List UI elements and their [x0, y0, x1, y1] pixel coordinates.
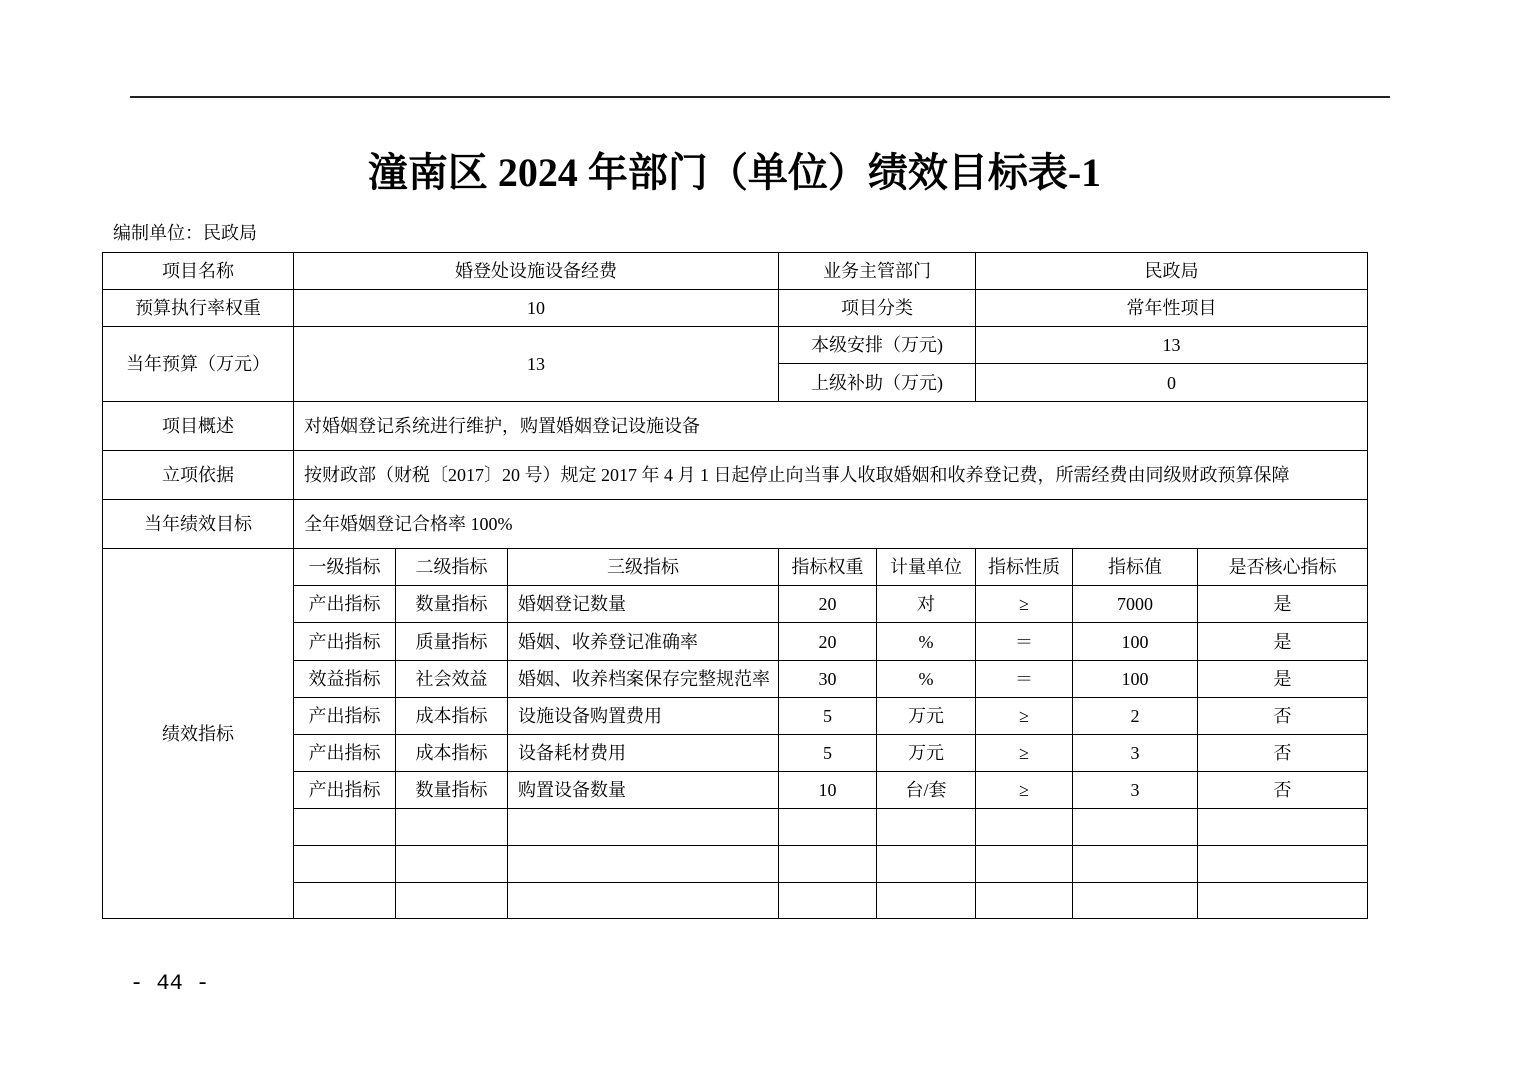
indicator-weight: 30: [779, 661, 877, 698]
indicator-value: 100: [1073, 623, 1198, 661]
indicator-value: 2: [1073, 698, 1198, 735]
header-nature: 指标性质: [976, 549, 1073, 586]
header-rule: [130, 96, 1390, 98]
empty-cell: [877, 809, 976, 846]
basis-label: 立项依据: [103, 451, 294, 500]
category-value: 常年性项目: [976, 290, 1368, 327]
indicator-level3: 婚姻登记数量: [508, 586, 779, 623]
indicator-core: 否: [1198, 772, 1368, 809]
indicator-unit: %: [877, 623, 976, 661]
indicator-nature: ≥: [976, 735, 1073, 772]
execution-weight-value: 10: [294, 290, 779, 327]
indicator-level2: 成本指标: [396, 698, 508, 735]
header-level3: 三级指标: [508, 549, 779, 586]
indicator-nature: ＝: [976, 623, 1073, 661]
indicator-level3: 设施设备购置费用: [508, 698, 779, 735]
superior-subsidy-label: 上级补助（万元): [779, 364, 976, 402]
indicator-value: 3: [1073, 772, 1198, 809]
indicator-core: 是: [1198, 586, 1368, 623]
indicator-unit: 对: [877, 586, 976, 623]
project-name-row: [103, 253, 1368, 290]
empty-cell: [779, 809, 877, 846]
indicator-unit: 台/套: [877, 772, 976, 809]
indicator-value: 100: [1073, 661, 1198, 698]
indicator-unit: 万元: [877, 735, 976, 772]
weight-row: [103, 290, 1368, 327]
page-title: 潼南区 2024 年部门（单位）绩效目标表-1: [367, 150, 1102, 195]
empty-cell: [294, 883, 396, 919]
empty-cell: [877, 883, 976, 919]
indicator-nature: ≥: [976, 772, 1073, 809]
indicator-core: 否: [1198, 735, 1368, 772]
indicator-unit: 万元: [877, 698, 976, 735]
indicator-nature: ＝: [976, 661, 1073, 698]
goal-label: 当年绩效目标: [103, 500, 294, 549]
indicator-level3: 婚姻、收养登记准确率: [508, 623, 779, 661]
budget-row: [103, 327, 1368, 364]
empty-cell: [976, 846, 1073, 883]
indicator-level3: 购置设备数量: [508, 772, 779, 809]
empty-cell: [877, 846, 976, 883]
header-weight: 指标权重: [779, 549, 877, 586]
empty-cell: [976, 809, 1073, 846]
header-core: 是否核心指标: [1198, 549, 1368, 586]
project-name-value: 婚登处设施设备经费: [294, 253, 779, 290]
empty-cell: [1198, 883, 1368, 919]
empty-cell: [508, 809, 779, 846]
indicator-level2: 数量指标: [396, 586, 508, 623]
indicator-header-row: [103, 549, 1368, 586]
indicator-value: 3: [1073, 735, 1198, 772]
superior-subsidy-value: 0: [976, 364, 1368, 402]
empty-cell: [1073, 809, 1198, 846]
indicator-weight: 5: [779, 735, 877, 772]
empty-cell: [976, 883, 1073, 919]
indicator-value: 7000: [1073, 586, 1198, 623]
performance-target-table: [102, 252, 1368, 919]
indicator-level2: 成本指标: [396, 735, 508, 772]
indicator-level1: 产出指标: [294, 772, 396, 809]
indicator-level1: 产出指标: [294, 586, 396, 623]
indicator-level2: 数量指标: [396, 772, 508, 809]
annual-budget-label: 当年预算（万元）: [103, 327, 294, 402]
empty-cell: [396, 809, 508, 846]
indicator-weight: 20: [779, 623, 877, 661]
empty-cell: [396, 846, 508, 883]
empty-cell: [294, 809, 396, 846]
goal-value: 全年婚姻登记合格率 100%: [294, 500, 1368, 549]
header-level2: 二级指标: [396, 549, 508, 586]
indicator-level1: 产出指标: [294, 735, 396, 772]
indicators-section-label: 绩效指标: [103, 549, 294, 919]
indicator-core: 否: [1198, 698, 1368, 735]
empty-cell: [294, 846, 396, 883]
indicator-core: 是: [1198, 623, 1368, 661]
indicator-nature: ≥: [976, 698, 1073, 735]
compiling-unit: 编制单位：民政局: [113, 223, 257, 243]
category-label: 项目分类: [779, 290, 976, 327]
header-unit: 计量单位: [877, 549, 976, 586]
empty-cell: [508, 883, 779, 919]
header-value: 指标值: [1073, 549, 1198, 586]
empty-cell: [1073, 846, 1198, 883]
indicator-weight: 20: [779, 586, 877, 623]
indicator-level1: 产出指标: [294, 623, 396, 661]
local-funding-label: 本级安排（万元): [779, 327, 976, 364]
execution-weight-label: 预算执行率权重: [103, 290, 294, 327]
department-value: 民政局: [976, 253, 1368, 290]
indicator-level1: 效益指标: [294, 661, 396, 698]
page-number: - 44 -: [130, 971, 210, 996]
department-label: 业务主管部门: [779, 253, 976, 290]
empty-cell: [779, 846, 877, 883]
indicator-level3: 设备耗材费用: [508, 735, 779, 772]
overview-row: [103, 402, 1368, 451]
indicator-nature: ≥: [976, 586, 1073, 623]
goal-row: [103, 500, 1368, 549]
empty-cell: [1198, 809, 1368, 846]
overview-value: 对婚姻登记系统进行维护，购置婚姻登记设施设备: [294, 402, 1368, 451]
empty-cell: [396, 883, 508, 919]
basis-value: 按财政部（财税〔2017〕20 号）规定 2017 年 4 月 1 日起停止向当事人收取婚姻和收养登记费，所需经费由同级财政预算保障: [294, 451, 1368, 500]
project-name-label: 项目名称: [103, 253, 294, 290]
indicator-core: 是: [1198, 661, 1368, 698]
indicator-weight: 5: [779, 698, 877, 735]
empty-cell: [1073, 883, 1198, 919]
indicator-unit: %: [877, 661, 976, 698]
indicator-level3: 婚姻、收养档案保存完整规范率: [508, 661, 779, 698]
overview-label: 项目概述: [103, 402, 294, 451]
empty-cell: [779, 883, 877, 919]
local-funding-value: 13: [976, 327, 1368, 364]
basis-row: [103, 451, 1368, 500]
indicator-level1: 产出指标: [294, 698, 396, 735]
indicator-level2: 质量指标: [396, 623, 508, 661]
indicator-weight: 10: [779, 772, 877, 809]
empty-cell: [508, 846, 779, 883]
annual-budget-value: 13: [294, 327, 779, 402]
indicator-level2: 社会效益: [396, 661, 508, 698]
empty-cell: [1198, 846, 1368, 883]
header-level1: 一级指标: [294, 549, 396, 586]
